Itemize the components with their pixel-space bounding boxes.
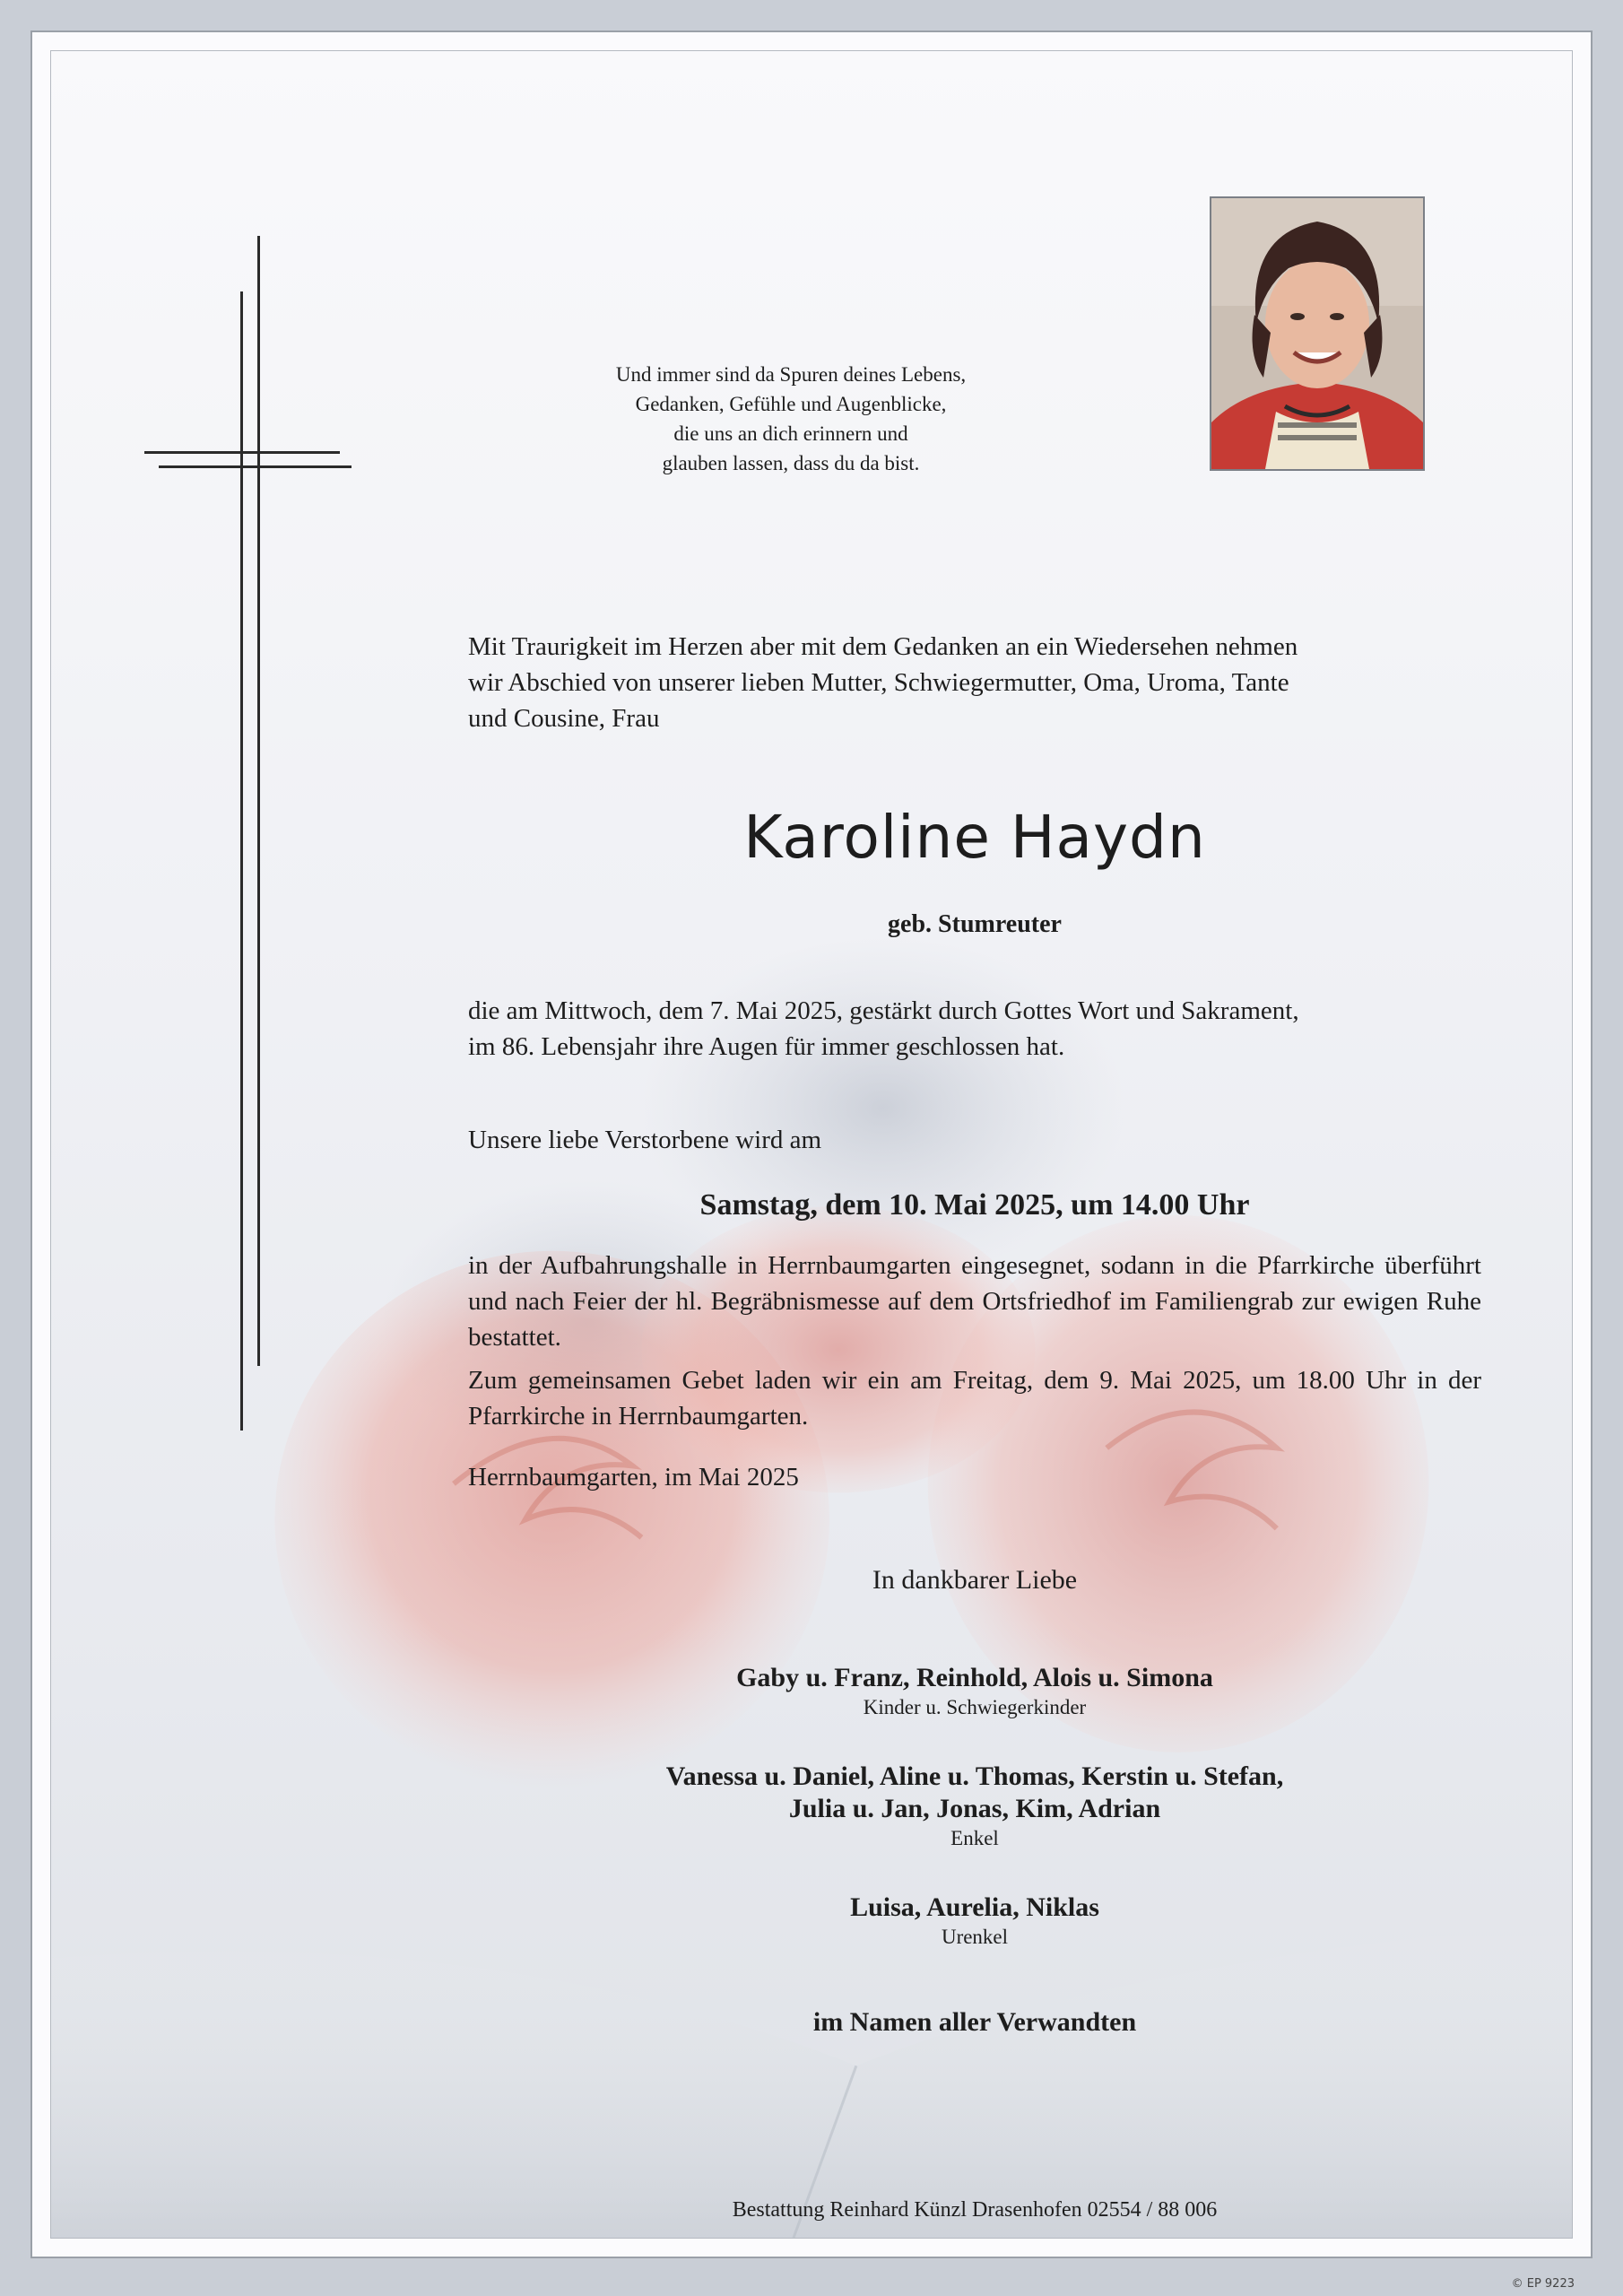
memorial-motto: [571, 360, 1011, 478]
funeral-home-footer: Bestattung Reinhard Künzl Drasenhofen 02554 / 88 006: [732, 2198, 1218, 2222]
birth-name: geb. Stumreuter: [888, 910, 1062, 938]
mourners-intro: In dankbarer Liebe: [872, 1565, 1078, 1595]
death-notice: [468, 993, 1481, 1065]
death-notice-line: die am Mittwoch, dem 7. Mai 2025, gestärkt durch Gottes Wort und Sakrament,: [468, 996, 1299, 1025]
intro-line: Mit Traurigkeit im Herzen aber mit dem Gedanken an ein Wiedersehen nehmen: [468, 632, 1298, 661]
funeral-intro: Unsere liebe Verstorbene wird am: [468, 1126, 822, 1154]
grandchildren-label: Enkel: [950, 1827, 999, 1849]
motto-line: Gedanken, Gefühle und Augenblicke,: [635, 393, 947, 415]
place-and-date: Herrnbaumgarten, im Mai 2025: [468, 1463, 799, 1492]
motto-line: die uns an dich erinnern und: [673, 422, 908, 445]
inner-frame: [50, 50, 1573, 2239]
prayer-invitation: Zum gemeinsamen Gebet laden wir ein am Freitag, dem 9. Mai 2025, um 18.00 Uhr in der Pfarrkirche in Herrnbaumgarten.: [468, 1366, 1481, 1431]
motto-line: Und immer sind da Spuren deines Lebens,: [615, 363, 967, 386]
intro-line: und Cousine, Frau: [468, 704, 660, 733]
children-names: Gaby u. Franz, Reinhold, Alois u. Simona: [736, 1663, 1213, 1692]
intro-line: wir Abschied von unserer lieben Mutter, Schwiegermutter, Oma, Uroma, Tante: [468, 668, 1289, 697]
death-notice-line: im 86. Lebensjahr ihre Augen für immer geschlossen hat.: [468, 1032, 1065, 1061]
obituary-sheet: [30, 30, 1593, 2258]
motto-line: glauben lassen, dass du da bist.: [662, 452, 920, 474]
great-grandchildren-names: Luisa, Aurelia, Niklas: [850, 1892, 1099, 1922]
funeral-date: Samstag, dem 10. Mai 2025, um 14.00 Uhr: [699, 1188, 1250, 1222]
intro-paragraph: [468, 629, 1481, 736]
great-grandchildren-label: Urenkel: [941, 1926, 1009, 1948]
children-label: Kinder u. Schwiegerkinder: [863, 1696, 1087, 1718]
relatives-line: im Namen aller Verwandten: [812, 2007, 1137, 2037]
funeral-details: in der Aufbahrungshalle in Herrnbaumgarten eingesegnet, sodann in die Pfarrkirche überführt und nach Feier der hl. Begräbnismesse auf dem Ortsfriedhof im Familiengrab zur ewigen Ruhe bestattet.: [468, 1251, 1481, 1352]
grandchildren-names-line2: Julia u. Jan, Jonas, Kim, Adrian: [788, 1794, 1161, 1823]
deceased-name: Karoline Haydn: [743, 803, 1206, 872]
copyright-label: © EP 9223: [1511, 2277, 1575, 2291]
grandchildren-names-line1: Vanessa u. Daniel, Aline u. Thomas, Kerstin u. Stefan,: [665, 1761, 1284, 1791]
content-layer: [51, 51, 1572, 2238]
portrait-photo: [1210, 196, 1425, 471]
